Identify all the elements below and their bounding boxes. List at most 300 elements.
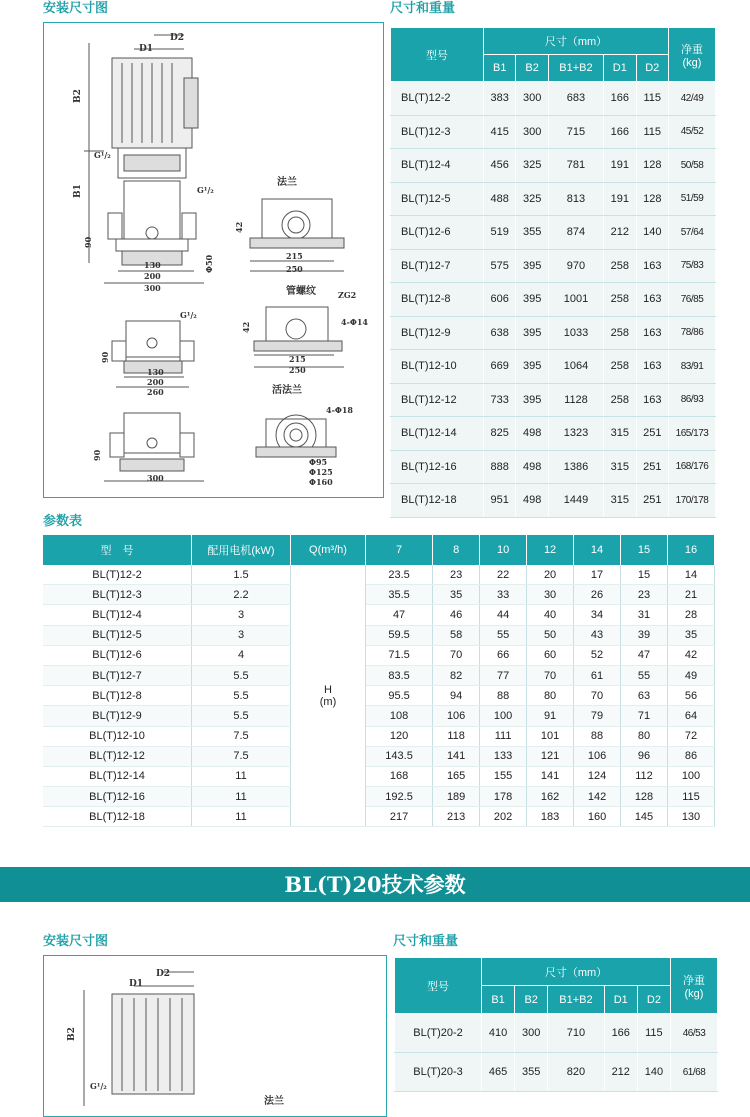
install-drawing-panel-2 <box>43 955 387 1117</box>
dims-cell-b2: 395 <box>516 249 548 283</box>
params-cell-motor: 1.5 <box>192 565 291 585</box>
label-phi160: Φ160 <box>309 477 333 487</box>
dims-cell-d2: 251 <box>636 450 668 484</box>
params-cell-model: BL(T)12-16 <box>43 787 192 807</box>
label-d1: D1 <box>139 44 154 54</box>
params-cell-head: 70 <box>433 645 480 665</box>
table-row <box>43 605 715 625</box>
params-cell-head: 88 <box>480 686 527 706</box>
params-cell-motor: 5.5 <box>192 706 291 726</box>
params-cell-motor: 5.5 <box>192 686 291 706</box>
params-cell-head: 23 <box>621 585 668 605</box>
dims-cell-sum: 813 <box>548 182 603 216</box>
dims-cell-b2: 325 <box>516 149 548 183</box>
params-cell-head: 72 <box>667 726 714 746</box>
dims-cell-sum: 1064 <box>548 350 603 384</box>
params-cell-head: 121 <box>527 746 574 766</box>
dims2-col-header: D1 <box>604 986 637 1014</box>
label-loose-flange: 活法兰 <box>272 385 302 396</box>
dims-cell-weight: 83/91 <box>669 350 716 384</box>
dims2-col-header: B2 <box>515 986 548 1014</box>
label-90a: 90 <box>83 236 93 248</box>
dims-cell-b2: 498 <box>516 484 548 518</box>
table-row <box>395 1053 718 1092</box>
params-cell-motor: 11 <box>192 766 291 786</box>
params-cell-head: 61 <box>574 665 621 685</box>
dims-cell-d2: 115 <box>636 115 668 149</box>
dims-cell-weight: 45/52 <box>669 115 716 149</box>
params-cell-head: 143.5 <box>366 746 433 766</box>
table-row <box>391 216 716 250</box>
dims-cell-b1: 519 <box>484 216 516 250</box>
params-cell-head: 108 <box>366 706 433 726</box>
dims-cell-d2: 128 <box>636 149 668 183</box>
params-cell-head: 202 <box>480 807 527 827</box>
params-cell-head: 94 <box>433 686 480 706</box>
dims2-cell-b1: 465 <box>482 1053 515 1092</box>
params-cell-head: 31 <box>621 605 668 625</box>
params-cell-head: 47 <box>621 645 668 665</box>
params-cell-motor: 2.2 <box>192 585 291 605</box>
params-table-body <box>43 565 715 827</box>
params-cell-head: 34 <box>574 605 621 625</box>
params-cell-head: 23 <box>433 565 480 585</box>
dims-cell-model: BL(T)12-2 <box>391 82 484 116</box>
dims-cell-b2: 325 <box>516 182 548 216</box>
label-215a: 215 <box>286 251 303 261</box>
label2-d2: D2 <box>156 969 171 979</box>
dims-table-body <box>391 82 716 518</box>
params-cell-motor: 3 <box>192 605 291 625</box>
label-250b: 250 <box>289 365 306 375</box>
params-cell-head: 189 <box>433 787 480 807</box>
dims2-cell-b2: 300 <box>515 1014 548 1053</box>
dims-cell-model: BL(T)12-3 <box>391 115 484 149</box>
dims-cell-d2: 163 <box>636 383 668 417</box>
dims-cell-b2: 395 <box>516 283 548 317</box>
params-cell-head: 17 <box>574 565 621 585</box>
dims-cell-model: BL(T)12-5 <box>391 182 484 216</box>
dims-cell-model: BL(T)12-18 <box>391 484 484 518</box>
dims-cell-b1: 951 <box>484 484 516 518</box>
params-header-q-value: 10 <box>480 535 527 565</box>
table-row <box>391 182 716 216</box>
params-cell-head: 28 <box>667 605 714 625</box>
dims-cell-b1: 456 <box>484 149 516 183</box>
params-cell-head: 56 <box>667 686 714 706</box>
table-row <box>391 115 716 149</box>
params-cell-motor: 3 <box>192 625 291 645</box>
params-header-q-value: 8 <box>433 535 480 565</box>
dims-cell-d1: 258 <box>604 350 636 384</box>
dims2-cell-b2: 355 <box>515 1053 548 1092</box>
params-cell-head: 64 <box>667 706 714 726</box>
table-row <box>43 706 715 726</box>
params-cell-head: 160 <box>574 807 621 827</box>
params-cell-head: 63 <box>621 686 668 706</box>
table-row <box>391 350 716 384</box>
dims2-col-header: D2 <box>637 986 670 1014</box>
params-cell-head: 165 <box>433 766 480 786</box>
params-cell-head: 35.5 <box>366 585 433 605</box>
dims-cell-sum: 970 <box>548 249 603 283</box>
params-cell-model: BL(T)12-12 <box>43 746 192 766</box>
dims-col-header: D1 <box>604 55 636 82</box>
params-header-q: Q(m³/h) <box>291 535 366 565</box>
params-cell-head: 66 <box>480 645 527 665</box>
dims-col-header: B1 <box>484 55 516 82</box>
params-cell-head: 80 <box>527 686 574 706</box>
dims-cell-weight: 76/85 <box>669 283 716 317</box>
params-header-q-value: 15 <box>621 535 668 565</box>
label-phi18: 4-Φ18 <box>326 405 353 415</box>
dims-cell-model: BL(T)12-12 <box>391 383 484 417</box>
table-row <box>43 746 715 766</box>
params-cell-h-label: H (m) <box>291 565 366 827</box>
table-row <box>43 766 715 786</box>
label-thread: 管螺纹 <box>286 286 316 297</box>
dims-cell-model: BL(T)12-14 <box>391 417 484 451</box>
table-row <box>43 565 715 585</box>
dims-cell-b1: 669 <box>484 350 516 384</box>
label-phi50: Φ50 <box>204 254 214 273</box>
dims-cell-d2: 163 <box>636 316 668 350</box>
params-cell-head: 71.5 <box>366 645 433 665</box>
params-cell-head: 141 <box>433 746 480 766</box>
dims2-cell-model: BL(T)20-2 <box>395 1014 482 1053</box>
params-cell-head: 142 <box>574 787 621 807</box>
dims-cell-d1: 258 <box>604 249 636 283</box>
params-cell-head: 118 <box>433 726 480 746</box>
dims2-col-header: B1+B2 <box>548 986 604 1014</box>
params-cell-head: 71 <box>621 706 668 726</box>
label-90c: 90 <box>92 449 102 461</box>
params-cell-head: 42 <box>667 645 714 665</box>
dims-cell-model: BL(T)12-4 <box>391 149 484 183</box>
label-g-side: G¹/₂ <box>197 185 214 195</box>
params-cell-head: 106 <box>433 706 480 726</box>
params-cell-head: 115 <box>667 787 714 807</box>
params-cell-motor: 7.5 <box>192 746 291 766</box>
table-row <box>391 383 716 417</box>
params-cell-head: 128 <box>621 787 668 807</box>
params-cell-head: 192.5 <box>366 787 433 807</box>
dims-col-header: B2 <box>516 55 548 82</box>
dims-cell-d1: 166 <box>604 115 636 149</box>
dims-cell-model: BL(T)12-6 <box>391 216 484 250</box>
params-cell-head: 88 <box>574 726 621 746</box>
dims-cell-d2: 163 <box>636 283 668 317</box>
dims-weight-title-2: 尺寸和重量 <box>393 933 459 948</box>
dims-cell-d1: 315 <box>604 417 636 451</box>
label-200b: 200 <box>147 377 164 387</box>
table-row <box>391 149 716 183</box>
dims-cell-sum: 1323 <box>548 417 603 451</box>
dims-cell-sum: 1128 <box>548 383 603 417</box>
params-cell-head: 15 <box>621 565 668 585</box>
dims-cell-sum: 874 <box>548 216 603 250</box>
dims-table-2 <box>394 957 718 1092</box>
dims-cell-weight: 75/83 <box>669 249 716 283</box>
dims-cell-d1: 166 <box>604 82 636 116</box>
params-cell-model: BL(T)12-7 <box>43 665 192 685</box>
params-cell-head: 106 <box>574 746 621 766</box>
dims-cell-weight: 165/173 <box>669 417 716 451</box>
params-cell-head: 133 <box>480 746 527 766</box>
params-cell-head: 141 <box>527 766 574 786</box>
dims-weight-title: 尺寸和重量 <box>390 0 456 15</box>
dims-cell-weight: 86/93 <box>669 383 716 417</box>
params-cell-motor: 11 <box>192 787 291 807</box>
dims-cell-b1: 606 <box>484 283 516 317</box>
table-row <box>391 283 716 317</box>
dims-header-weight: 净重 (kg) <box>669 28 716 82</box>
params-cell-head: 80 <box>621 726 668 746</box>
dims2-cell-sum: 820 <box>548 1053 604 1092</box>
params-cell-head: 77 <box>480 665 527 685</box>
install-drawing-title: 安装尺寸图 <box>43 0 109 15</box>
params-cell-head: 22 <box>480 565 527 585</box>
params-header-q-value: 7 <box>366 535 433 565</box>
params-cell-motor: 5.5 <box>192 665 291 685</box>
dims-cell-sum: 781 <box>548 149 603 183</box>
dims-cell-weight: 42/49 <box>669 82 716 116</box>
params-cell-head: 86 <box>667 746 714 766</box>
label-42a: 42 <box>234 221 244 233</box>
params-cell-head: 111 <box>480 726 527 746</box>
table-row <box>43 625 715 645</box>
params-cell-head: 50 <box>527 625 574 645</box>
dims-cell-sum: 1386 <box>548 450 603 484</box>
dims2-cell-d2: 115 <box>637 1014 670 1053</box>
dims-cell-b2: 300 <box>516 115 548 149</box>
dims-cell-b1: 888 <box>484 450 516 484</box>
params-cell-head: 124 <box>574 766 621 786</box>
dims-cell-b2: 395 <box>516 383 548 417</box>
dims2-cell-weight: 46/53 <box>671 1014 718 1053</box>
pump-drawing <box>44 23 383 497</box>
label-260: 260 <box>147 387 164 397</box>
dims-cell-d2: 128 <box>636 182 668 216</box>
dims-cell-sum: 1001 <box>548 283 603 317</box>
params-cell-head: 83.5 <box>366 665 433 685</box>
params-table <box>43 535 715 827</box>
dims-cell-b1: 825 <box>484 417 516 451</box>
label2-g: G¹/₂ <box>90 1081 107 1091</box>
dims2-cell-d1: 212 <box>604 1053 637 1092</box>
label-42b: 42 <box>241 321 251 333</box>
params-cell-head: 82 <box>433 665 480 685</box>
label-flange: 法兰 <box>277 177 297 188</box>
dims-cell-model: BL(T)12-7 <box>391 249 484 283</box>
params-cell-model: BL(T)12-18 <box>43 807 192 827</box>
table-row <box>391 249 716 283</box>
dims-cell-weight: 168/176 <box>669 450 716 484</box>
label-200: 200 <box>144 271 161 281</box>
dims-cell-b2: 395 <box>516 350 548 384</box>
label-d2: D2 <box>170 33 185 43</box>
install-drawing-title-2: 安装尺寸图 <box>43 933 109 948</box>
dims-cell-d1: 191 <box>604 149 636 183</box>
params-cell-head: 100 <box>480 706 527 726</box>
dims2-cell-model: BL(T)20-3 <box>395 1053 482 1092</box>
params-cell-head: 20 <box>527 565 574 585</box>
table-row <box>43 665 715 685</box>
params-cell-head: 130 <box>667 807 714 827</box>
params-header-q-value: 12 <box>527 535 574 565</box>
params-cell-head: 60 <box>527 645 574 665</box>
params-cell-motor: 11 <box>192 807 291 827</box>
label2-b2: B2 <box>67 1027 77 1041</box>
table-row <box>391 417 716 451</box>
table-row <box>391 82 716 116</box>
dims-cell-b1: 638 <box>484 316 516 350</box>
dims-cell-d2: 163 <box>636 249 668 283</box>
params-header-motor: 配用电机(kW) <box>192 535 291 565</box>
dims2-cell-weight: 61/68 <box>671 1053 718 1092</box>
dims2-cell-sum: 710 <box>548 1014 604 1053</box>
params-cell-head: 168 <box>366 766 433 786</box>
dims-header-model: 型号 <box>391 28 484 82</box>
params-header-q-value: 14 <box>574 535 621 565</box>
params-cell-model: BL(T)12-8 <box>43 686 192 706</box>
params-cell-head: 40 <box>527 605 574 625</box>
label-phi125: Φ125 <box>309 467 333 477</box>
dims-cell-d2: 163 <box>636 350 668 384</box>
dims-cell-d1: 315 <box>604 450 636 484</box>
params-cell-head: 44 <box>480 605 527 625</box>
params-cell-head: 112 <box>621 766 668 786</box>
params-cell-head: 145 <box>621 807 668 827</box>
params-cell-head: 23.5 <box>366 565 433 585</box>
params-cell-model: BL(T)12-5 <box>43 625 192 645</box>
params-cell-head: 70 <box>527 665 574 685</box>
dims-cell-b1: 415 <box>484 115 516 149</box>
params-cell-head: 49 <box>667 665 714 685</box>
dims-cell-d1: 191 <box>604 182 636 216</box>
dims-cell-b2: 498 <box>516 417 548 451</box>
bl20-banner: BL(T)20技术参数 <box>0 867 750 902</box>
label-90b: 90 <box>100 351 110 363</box>
table-row <box>43 645 715 665</box>
dims-cell-model: BL(T)12-8 <box>391 283 484 317</box>
dims-cell-b1: 488 <box>484 182 516 216</box>
dims-cell-weight: 57/64 <box>669 216 716 250</box>
params-cell-head: 47 <box>366 605 433 625</box>
label-zg2: ZG2 <box>338 290 357 300</box>
dims2-cell-d1: 166 <box>604 1014 637 1053</box>
dims-table <box>390 27 716 518</box>
params-cell-head: 100 <box>667 766 714 786</box>
dims-col-header: D2 <box>636 55 668 82</box>
label-130: 130 <box>144 260 161 270</box>
dims-cell-d1: 315 <box>604 484 636 518</box>
params-cell-head: 213 <box>433 807 480 827</box>
table-row <box>43 686 715 706</box>
params-cell-head: 39 <box>621 625 668 645</box>
label-215b: 215 <box>289 354 306 364</box>
dims-cell-d2: 251 <box>636 484 668 518</box>
params-cell-head: 55 <box>621 665 668 685</box>
table-row <box>395 1014 718 1053</box>
params-header-row <box>43 535 715 565</box>
params-cell-head: 26 <box>574 585 621 605</box>
label-g-top: G¹/₂ <box>94 150 111 160</box>
dims-cell-sum: 683 <box>548 82 603 116</box>
params-cell-model: BL(T)12-10 <box>43 726 192 746</box>
dims-cell-b2: 498 <box>516 450 548 484</box>
dims-cell-b1: 733 <box>484 383 516 417</box>
label-phi95: Φ95 <box>309 457 328 467</box>
label-130b: 130 <box>147 367 164 377</box>
table-row <box>391 316 716 350</box>
label-300b: 300 <box>147 473 164 483</box>
params-cell-head: 155 <box>480 766 527 786</box>
table-row <box>43 787 715 807</box>
dims-cell-d2: 251 <box>636 417 668 451</box>
params-cell-head: 79 <box>574 706 621 726</box>
params-cell-head: 52 <box>574 645 621 665</box>
params-title: 参数表 <box>43 513 83 528</box>
params-header-model: 型 号 <box>43 535 192 565</box>
dims-col-header: B1+B2 <box>548 55 603 82</box>
table-row <box>43 585 715 605</box>
dims-cell-d1: 258 <box>604 316 636 350</box>
table-row <box>391 484 716 518</box>
dims2-table-body <box>395 1014 718 1092</box>
dims2-header-model: 型号 <box>395 958 482 1014</box>
dims-cell-d2: 115 <box>636 82 668 116</box>
params-cell-motor: 7.5 <box>192 726 291 746</box>
label2-d1: D1 <box>129 979 144 989</box>
dims2-cell-d2: 140 <box>637 1053 670 1092</box>
install-drawing-panel <box>43 22 384 498</box>
dims-cell-b2: 300 <box>516 82 548 116</box>
params-cell-head: 183 <box>527 807 574 827</box>
params-cell-motor: 4 <box>192 645 291 665</box>
params-cell-head: 35 <box>433 585 480 605</box>
dims2-cell-b1: 410 <box>482 1014 515 1053</box>
params-cell-head: 91 <box>527 706 574 726</box>
dims-cell-b1: 383 <box>484 82 516 116</box>
params-cell-model: BL(T)12-3 <box>43 585 192 605</box>
label-g-mid: G¹/₂ <box>180 310 197 320</box>
dims-cell-b1: 575 <box>484 249 516 283</box>
params-cell-model: BL(T)12-2 <box>43 565 192 585</box>
label-300: 300 <box>144 283 161 293</box>
dims-cell-d1: 258 <box>604 283 636 317</box>
params-cell-model: BL(T)12-4 <box>43 605 192 625</box>
params-cell-head: 33 <box>480 585 527 605</box>
dims2-header-size: 尺寸（mm） <box>482 958 671 986</box>
label-b1: B1 <box>73 184 83 198</box>
dims-cell-d1: 258 <box>604 383 636 417</box>
dims-cell-model: BL(T)12-9 <box>391 316 484 350</box>
params-cell-head: 95.5 <box>366 686 433 706</box>
params-cell-head: 55 <box>480 625 527 645</box>
params-cell-head: 14 <box>667 565 714 585</box>
params-cell-head: 101 <box>527 726 574 746</box>
table-row <box>43 726 715 746</box>
params-cell-head: 59.5 <box>366 625 433 645</box>
dims-cell-d1: 212 <box>604 216 636 250</box>
params-cell-head: 35 <box>667 625 714 645</box>
label-b2: B2 <box>73 89 83 103</box>
params-cell-model: BL(T)12-9 <box>43 706 192 726</box>
pump-drawing-2 <box>44 956 386 1106</box>
table-row <box>391 450 716 484</box>
params-cell-head: 46 <box>433 605 480 625</box>
